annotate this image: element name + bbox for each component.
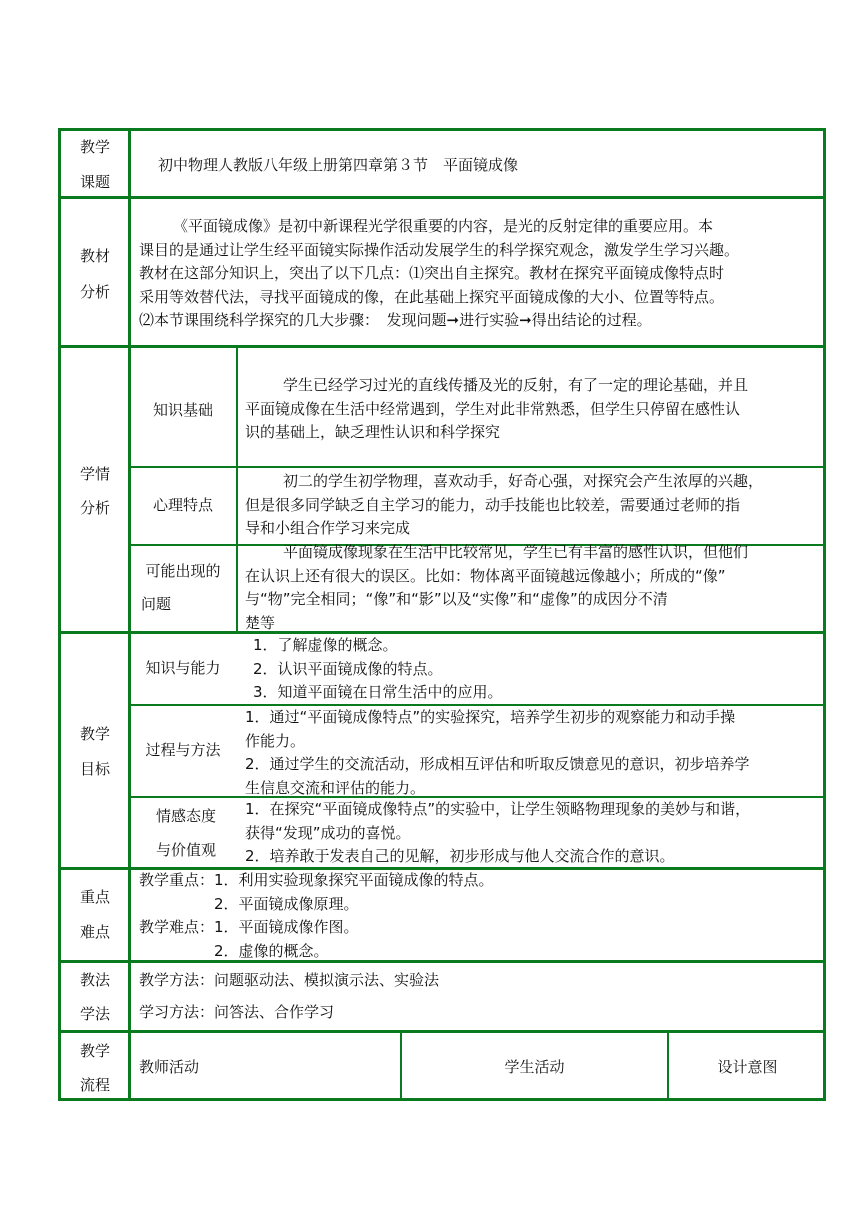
row-label: 流程	[79, 1076, 110, 1094]
sub-label: 问题	[140, 595, 171, 613]
row-label: 难点	[79, 923, 110, 941]
column-header-design: 设计意图	[717, 1058, 778, 1076]
process-method-list: 1．通过“平面镜成像特点”的实验探究，培养学生初步的观察能力和动手操 作能力。 2．通过学生的交流活动，形成相互评估和听取反馈意见的意识，初步培养学 生信息交流和评估的能力。	[245, 708, 750, 797]
row-divider	[129, 466, 826, 468]
row-label: 分析	[79, 499, 110, 517]
row-label: 教学	[79, 725, 110, 743]
possible-problems-text: 平面镜成像现象在生活中比较常见，学生已有丰富的感性认识，但他们 在认识上还有很大的误区。比如：物体离平面镜越远像越小；所成的“像” 与“物”完全相同；“像”和“影”以及“实像”和“虚像”的成因分不清 楚等	[245, 543, 749, 632]
sub-label: 知识与能力	[145, 659, 221, 677]
row-label: 教材	[79, 247, 110, 265]
row-label: 教学	[79, 1042, 110, 1060]
row-label: 教学	[79, 138, 110, 156]
sub-label: 知识基础	[152, 401, 213, 419]
row-label: 分析	[79, 283, 110, 301]
sub-label: 可能出现的	[145, 562, 221, 580]
row-label: 重点	[79, 888, 110, 906]
row-label: 课题	[79, 173, 110, 191]
sub-label: 与价值观	[155, 841, 216, 859]
knowledge-ability-list: 1．了解虚像的概念。 2．认识平面镜成像的特点。 3．知道平面镜在日常生活中的应用。	[253, 636, 503, 701]
textbook-analysis: 《平面镜成像》是初中新课程光学很重要的内容，是光的反射定律的重要应用。本 课目的是通过让学生经平面镜实际操作活动发展学生的科学探究观念，激发学生学习兴趣。 教材在这部分知识上，突出了以下几点：⑴突出自主探究。教材在探究平面镜成像特点时 采用等效替代法，寻找平面镜成的像，在此基础上探究平面镜成像的大小、位置等特点。 ⑵本节课围绕科学探究的几大步骤： 发现问题➞进行实验➞得出结论的过程。	[139, 217, 740, 329]
sub-label: 心理特点	[152, 496, 213, 514]
column-divider	[236, 345, 238, 633]
column-header-student: 学生活动	[504, 1058, 565, 1076]
row-label: 学法	[79, 1005, 110, 1023]
row-divider	[58, 345, 826, 348]
emotion-values-list: 1．在探究“平面镜成像特点”的实验中，让学生领略物理现象的美妙与和谐， 获得“发现”成功的喜悦。 2．培养敢于发表自己的见解，初步形成与他人交流合作的意识。	[245, 800, 751, 865]
column-header-teacher: 教师活动	[139, 1058, 200, 1076]
sub-label: 过程与方法	[145, 741, 221, 759]
row-label: 教法	[79, 971, 110, 989]
learning-method: 学习方法：问答法、合作学习	[139, 1003, 335, 1021]
sub-label: 情感态度	[155, 807, 216, 825]
row-divider	[58, 1030, 826, 1033]
row-label: 学情	[79, 465, 110, 483]
lesson-title: 初中物理人教版八年级上册第四章第３节 平面镜成像	[158, 156, 519, 174]
teaching-method: 教学方法：问题驱动法、模拟演示法、实验法	[139, 971, 440, 989]
row-divider	[58, 196, 826, 199]
row-label: 目标	[79, 760, 110, 778]
psychology-text: 初二的学生初学物理，喜欢动手，好奇心强，对探究会产生浓厚的兴趣， 但是很多同学缺乏自主学习的能力，动手技能也比较差，需要通过老师的指 导和小组合作学习来完成	[245, 472, 764, 537]
knowledge-basis-text: 学生已经学习过光的直线传播及光的反射，有了一定的理论基础，并且 平面镜成像在生活中经常遇到，学生对此非常熟悉，但学生只停留在感性认 识的基础上，缺乏理性认识和科学探究	[245, 376, 749, 441]
key-difficult-points: 教学重点：1．利用实验现象探究平面镜成像的特点。 2．平面镜成像原理。 教学难点：1．平面镜成像作图。 2．虚像的概念。	[139, 871, 494, 960]
